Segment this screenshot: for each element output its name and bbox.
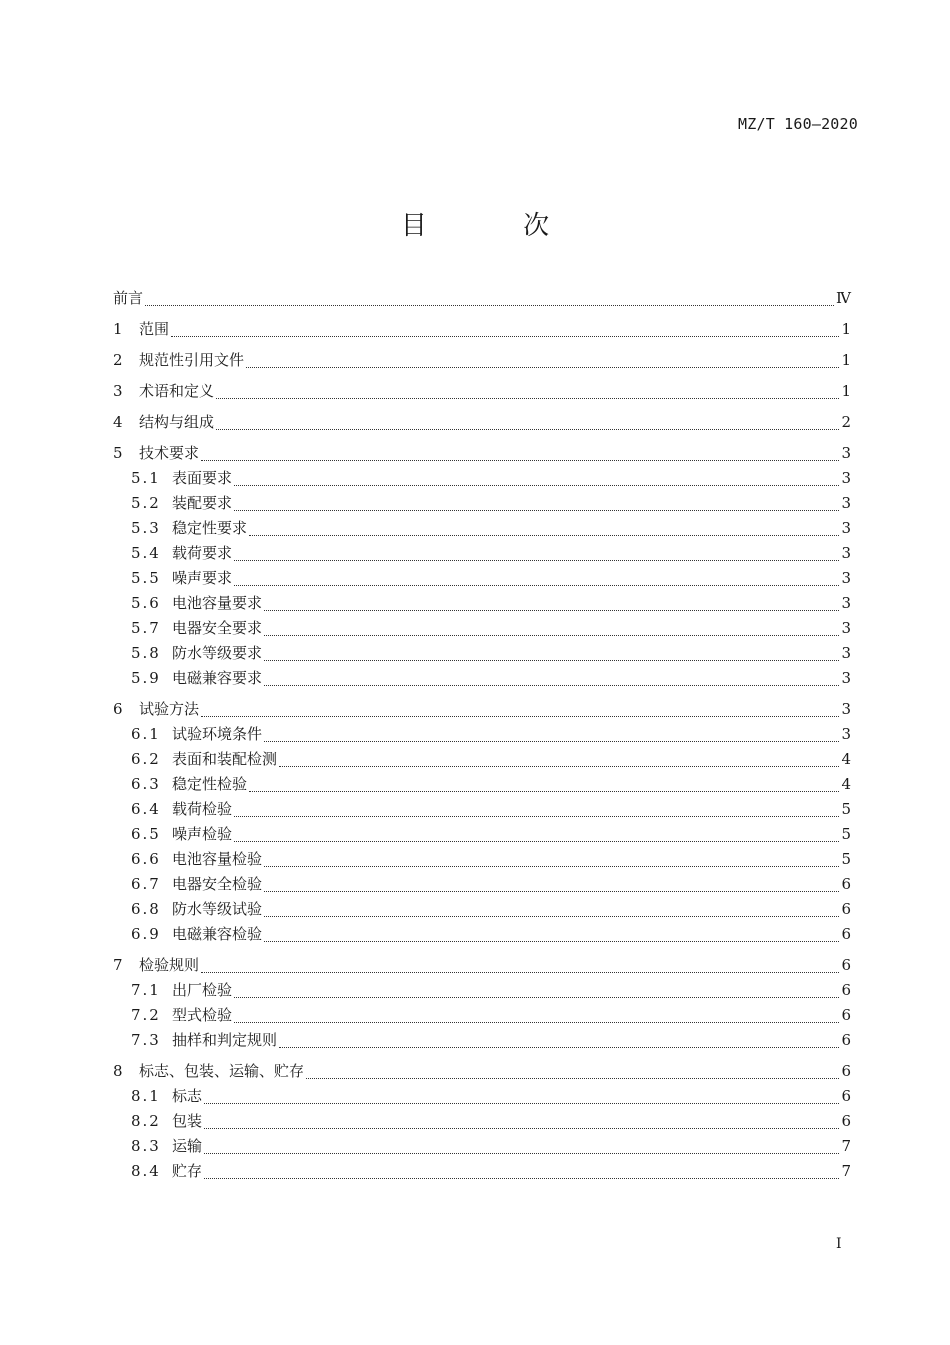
toc-entry-page: 7	[841, 1137, 851, 1155]
toc-entry[interactable]	[113, 772, 851, 797]
toc-entry-page: 5	[841, 800, 851, 818]
toc-entry-number: 6.1	[131, 725, 161, 743]
toc-entry[interactable]	[113, 1134, 851, 1159]
toc-entry[interactable]	[113, 516, 851, 541]
toc-entry-number: 6.8	[131, 900, 161, 918]
toc-entry[interactable]	[113, 317, 851, 342]
toc-leader-dots	[264, 941, 839, 942]
toc-entry[interactable]	[113, 697, 851, 722]
toc-leader-dots	[216, 398, 839, 399]
toc-entry-page: 6	[841, 1031, 851, 1049]
toc-entry[interactable]	[113, 616, 851, 641]
toc-entry-page: 3	[841, 519, 851, 537]
toc-entry[interactable]	[113, 641, 851, 666]
toc-leader-dots	[234, 1022, 839, 1023]
toc-entry-number: 5.1	[131, 469, 161, 487]
toc-entry-title: 表面要求	[172, 469, 233, 487]
toc-entry-title: 结构与组成	[139, 413, 215, 431]
toc-entry-page: 3	[841, 725, 851, 743]
toc-entry-title: 抽样和判定规则	[172, 1031, 278, 1049]
toc-entry-number: 6.6	[131, 850, 161, 868]
toc-entry-page: 3	[841, 700, 851, 718]
toc-entry-number: 4	[113, 413, 123, 431]
toc-entry-page: 6	[841, 1112, 851, 1130]
toc-entry[interactable]	[113, 566, 851, 591]
toc-entry-number: 5.5	[131, 569, 161, 587]
toc-entry-number: 8.4	[131, 1162, 161, 1180]
toc-entry-number: 8	[113, 1062, 123, 1080]
toc-leader-dots	[264, 916, 839, 917]
toc-entry-title: 技术要求	[139, 444, 200, 462]
toc-entry-page: 4	[841, 775, 851, 793]
toc-entry-page: 6	[841, 900, 851, 918]
toc-leader-dots	[234, 510, 839, 511]
toc-entry[interactable]	[113, 1059, 851, 1084]
toc-leader-dots	[234, 485, 839, 486]
toc-entry-title: 防水等级试验	[172, 900, 263, 918]
toc-entry-number: 1	[113, 320, 123, 338]
toc-entry[interactable]	[113, 1084, 851, 1109]
toc-entry-title: 载荷要求	[172, 544, 233, 562]
toc-leader-dots	[264, 891, 839, 892]
toc-entry-page: Ⅳ	[836, 289, 851, 307]
toc-entry-title: 出厂检验	[172, 981, 233, 999]
toc-entry[interactable]	[113, 1159, 851, 1184]
toc-leader-dots	[171, 336, 839, 337]
toc-entry-page: 3	[841, 444, 851, 462]
toc-entry-page: 5	[841, 825, 851, 843]
toc-entry[interactable]	[113, 922, 851, 947]
toc-entry-title: 电池容量检验	[172, 850, 263, 868]
toc-entry[interactable]	[113, 666, 851, 691]
toc-leader-dots	[204, 1153, 839, 1154]
toc-entry-title: 前言	[113, 289, 144, 307]
toc-entry-number: 6	[113, 700, 123, 718]
toc-entry-title: 标志	[172, 1087, 203, 1105]
toc-entry-title: 稳定性要求	[172, 519, 248, 537]
toc-entry-page: 6	[841, 875, 851, 893]
toc-entry[interactable]	[113, 379, 851, 404]
toc-leader-dots	[204, 1178, 839, 1179]
toc-leader-dots	[264, 866, 839, 867]
toc-entry-number: 6.5	[131, 825, 161, 843]
toc-leader-dots	[234, 841, 839, 842]
toc-entry-number: 8.2	[131, 1112, 161, 1130]
toc-entry[interactable]	[113, 348, 851, 373]
toc-entry-number: 5.4	[131, 544, 161, 562]
toc-entry[interactable]	[113, 466, 851, 491]
toc-leader-dots	[264, 610, 839, 611]
toc-entry-title: 电磁兼容检验	[172, 925, 263, 943]
toc-entry-page: 6	[841, 981, 851, 999]
toc-entry[interactable]	[113, 847, 851, 872]
toc-leader-dots	[201, 460, 839, 461]
toc-leader-dots	[264, 635, 839, 636]
toc-entry-number: 5.6	[131, 594, 161, 612]
toc-entry-number: 5	[113, 444, 123, 462]
toc-entry-title: 运输	[172, 1137, 203, 1155]
toc-entry-number: 6.7	[131, 875, 161, 893]
toc-entry-page: 1	[841, 351, 851, 369]
toc-leader-dots	[279, 1047, 839, 1048]
toc-entry-page: 3	[841, 619, 851, 637]
toc-entry-title: 电器安全检验	[172, 875, 263, 893]
toc-entry-title: 电池容量要求	[172, 594, 263, 612]
toc-entry-page: 3	[841, 669, 851, 687]
toc-entry-title: 防水等级要求	[172, 644, 263, 662]
toc-entry-title: 试验方法	[139, 700, 200, 718]
standard-code: MZ/T 160—2020	[738, 115, 858, 133]
toc-entry-title: 范围	[139, 320, 170, 338]
page-number: Ⅰ	[836, 1236, 842, 1252]
toc-leader-dots	[204, 1128, 839, 1129]
toc-entry-page: 6	[841, 925, 851, 943]
toc-entry-page: 1	[841, 382, 851, 400]
page-title: 目 次	[400, 211, 594, 241]
toc-entry-number: 5.7	[131, 619, 161, 637]
toc-entry[interactable]	[113, 897, 851, 922]
toc-entry-title: 规范性引用文件	[139, 351, 245, 369]
toc-leader-dots	[201, 716, 839, 717]
toc-entry-number: 6.3	[131, 775, 161, 793]
toc-entry-page: 5	[841, 850, 851, 868]
toc-entry-title: 贮存	[172, 1162, 203, 1180]
toc-entry-page: 7	[841, 1162, 851, 1180]
toc-entry-number: 5.2	[131, 494, 161, 512]
toc-entry-page: 3	[841, 469, 851, 487]
toc-entry[interactable]	[113, 953, 851, 978]
toc-leader-dots	[234, 560, 839, 561]
toc-leader-dots	[234, 585, 839, 586]
toc-leader-dots	[145, 305, 834, 306]
toc-entry-page: 3	[841, 544, 851, 562]
toc-entry-title: 型式检验	[172, 1006, 233, 1024]
toc-entry[interactable]	[113, 441, 851, 466]
toc-leader-dots	[234, 997, 839, 998]
toc-leader-dots	[306, 1078, 839, 1079]
toc-entry-title: 噪声要求	[172, 569, 233, 587]
toc-entry[interactable]	[113, 872, 851, 897]
toc-entry-page: 3	[841, 569, 851, 587]
toc-entry-number: 7.1	[131, 981, 161, 999]
toc-entry-title: 载荷检验	[172, 800, 233, 818]
toc-entry-page: 1	[841, 320, 851, 338]
toc-entry[interactable]	[113, 591, 851, 616]
toc-entry[interactable]	[113, 1109, 851, 1134]
toc-entry-title: 电器安全要求	[172, 619, 263, 637]
toc-entry-title: 术语和定义	[139, 382, 215, 400]
toc-entry-page: 6	[841, 1062, 851, 1080]
toc-entry[interactable]	[113, 722, 851, 747]
toc-leader-dots	[249, 535, 839, 536]
toc-entry[interactable]	[113, 491, 851, 516]
toc-entry-title: 试验环境条件	[172, 725, 263, 743]
toc-leader-dots	[264, 741, 839, 742]
toc-entry-number: 5.3	[131, 519, 161, 537]
toc-entry-page: 2	[841, 413, 851, 431]
toc-entry[interactable]	[113, 410, 851, 435]
toc-entry-title: 检验规则	[139, 956, 200, 974]
toc-entry-number: 3	[113, 382, 123, 400]
toc-entry-number: 6.2	[131, 750, 161, 768]
toc-entry-number: 7	[113, 956, 123, 974]
toc-entry-page: 6	[841, 1087, 851, 1105]
toc-entry-page: 3	[841, 644, 851, 662]
toc-entry-number: 6.9	[131, 925, 161, 943]
toc-entry-number: 6.4	[131, 800, 161, 818]
toc-entry-page: 3	[841, 594, 851, 612]
toc-entry[interactable]	[113, 978, 851, 1003]
toc-entry-number: 5.9	[131, 669, 161, 687]
toc-entry[interactable]	[113, 541, 851, 566]
toc-entry-title: 稳定性检验	[172, 775, 248, 793]
toc-entry-number: 5.8	[131, 644, 161, 662]
toc-leader-dots	[216, 429, 839, 430]
toc-leader-dots	[201, 972, 839, 973]
toc-entry-title: 标志、包装、运输、贮存	[139, 1062, 305, 1080]
toc-entry[interactable]	[113, 747, 851, 772]
toc-entry-title: 装配要求	[172, 494, 233, 512]
toc-entry-number: 2	[113, 351, 123, 369]
toc-entry-number: 8.1	[131, 1087, 161, 1105]
toc-leader-dots	[234, 816, 839, 817]
toc-leader-dots	[204, 1103, 839, 1104]
toc-entry-page: 6	[841, 956, 851, 974]
toc-entry[interactable]	[113, 797, 851, 822]
toc-entry-number: 7.2	[131, 1006, 161, 1024]
toc-entry-page: 4	[841, 750, 851, 768]
toc-entry-title: 包装	[172, 1112, 203, 1130]
toc-entry-title: 噪声检验	[172, 825, 233, 843]
toc-entry-number: 8.3	[131, 1137, 161, 1155]
toc-entry[interactable]	[113, 1028, 851, 1053]
toc-entry-page: 3	[841, 494, 851, 512]
toc-entry-title: 表面和装配检测	[172, 750, 278, 768]
toc-leader-dots	[264, 660, 839, 661]
toc-leader-dots	[249, 791, 839, 792]
toc-leader-dots	[246, 367, 839, 368]
toc-entry-page: 6	[841, 1006, 851, 1024]
toc-leader-dots	[279, 766, 839, 767]
toc-leader-dots	[264, 685, 839, 686]
toc-entry-title: 电磁兼容要求	[172, 669, 263, 687]
toc-entry-number: 7.3	[131, 1031, 161, 1049]
toc-entry[interactable]	[113, 1003, 851, 1028]
toc-entry[interactable]	[113, 286, 851, 311]
toc-entry[interactable]	[113, 822, 851, 847]
table-of-contents	[113, 286, 851, 1184]
